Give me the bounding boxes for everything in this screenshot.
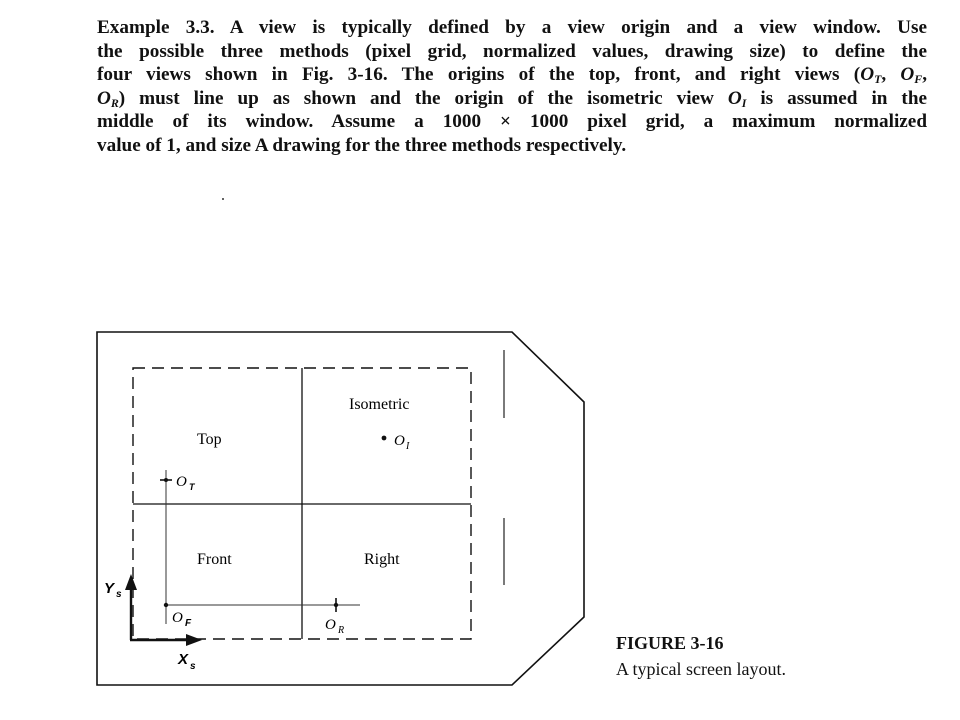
front-view-label: Front — [197, 551, 232, 568]
label-subscript: s — [190, 661, 196, 672]
x-axis-label: X — [178, 651, 189, 668]
figure-description: A typical screen layout. — [616, 659, 786, 679]
label-subscript: T — [189, 482, 195, 492]
isometric-origin-dot — [382, 436, 387, 441]
isometric-view-label: Isometric — [349, 396, 410, 413]
paragraph-line-5: middle of its window. Assume a 1000 × 1000 pixel grid, a maximum normalized — [97, 111, 927, 133]
top-origin-label: O — [176, 474, 187, 490]
y-axis-label: Y — [104, 580, 115, 597]
front-origin-dot — [164, 603, 168, 607]
label-subscript: I — [406, 441, 410, 452]
top-view-label: Top — [197, 431, 222, 448]
right-origin-label: O — [325, 617, 336, 633]
top-origin-dot — [164, 478, 168, 482]
y-axis-arrow-icon — [125, 574, 137, 590]
paragraph-line-2: the possible three methods (pixel grid, normalized values, drawing size) to define the — [97, 40, 927, 62]
x-axis-arrow-icon — [186, 634, 202, 646]
figure-caption — [616, 630, 786, 682]
paragraph-line-1: Example 3.3. A view is typically defined by a view origin and a view window. Use — [97, 17, 927, 38]
paragraph-line-6: value of 1, and size A drawing for the three methods respectively. — [97, 134, 627, 156]
label-subscript: R — [338, 625, 345, 636]
right-view-label: Right — [364, 551, 400, 568]
front-origin-label: O — [172, 610, 183, 626]
label-subscript: F — [185, 618, 192, 629]
isometric-origin-label: O — [394, 433, 405, 449]
label-subscript: s — [116, 589, 122, 600]
example-label: Example 3.3. — [97, 17, 215, 38]
paragraph-line-4: $O_R$) must line up as shown and the origin of the isometric view $O_I$ is assumed in the — [97, 87, 928, 110]
figure-number: FIGURE 3-16 — [616, 633, 724, 653]
right-origin-dot — [334, 603, 338, 607]
paragraph-line-3: four views shown in Fig. 3-16. The origins of the top, front, and right views ($O_T$, $O_F$, — [97, 64, 927, 87]
